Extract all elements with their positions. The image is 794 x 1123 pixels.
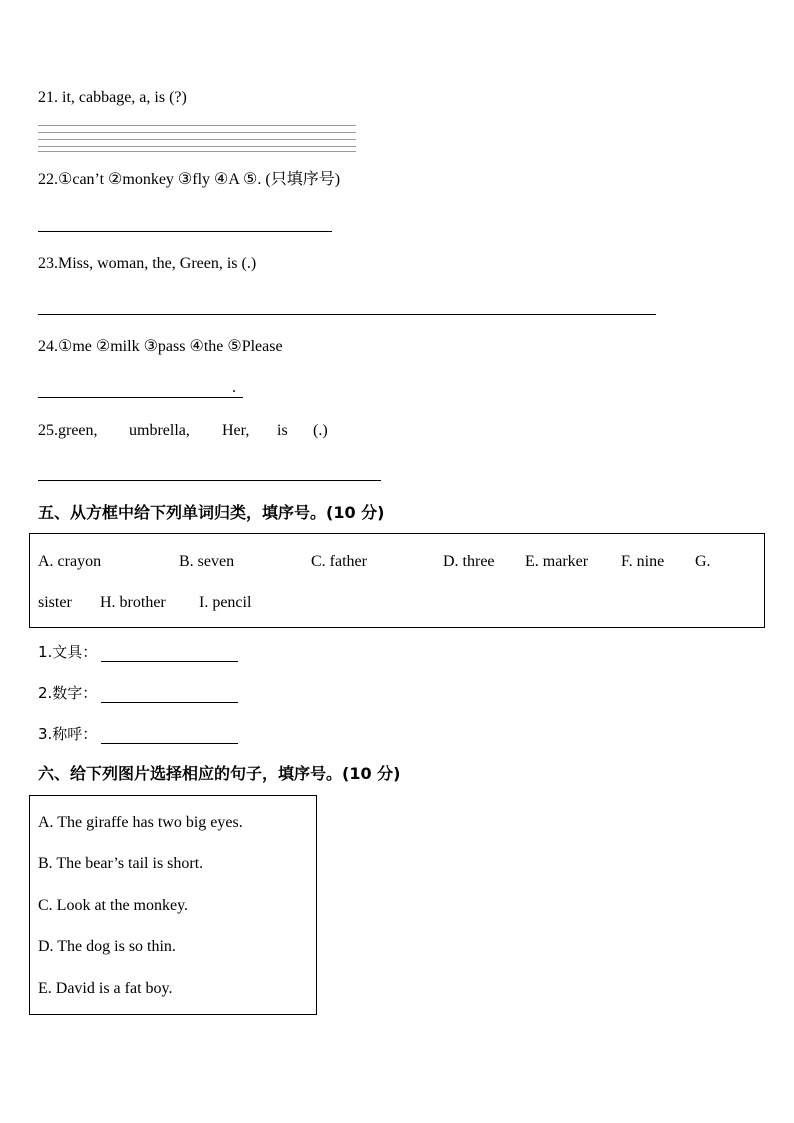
- writing-line[interactable]: [38, 125, 356, 126]
- sentence-item: D. The dog is so thin.: [38, 938, 176, 955]
- category-row-titles: [38, 723, 238, 744]
- writing-line: [38, 132, 356, 133]
- category-label: 1.文具：: [38, 643, 98, 661]
- word-item: C. father: [311, 553, 367, 570]
- sentence-item: B. The bear’s tail is short.: [38, 855, 204, 872]
- question-25-word-4: is: [277, 422, 288, 439]
- category-label: 3.称呼：: [38, 725, 98, 743]
- category-blank[interactable]: [101, 684, 238, 703]
- question-25-word-5: (.): [313, 422, 328, 439]
- sentence-item: E. David is a fat boy.: [38, 980, 173, 997]
- writing-line: [38, 151, 356, 152]
- category-label: 2.数字：: [38, 684, 98, 702]
- answer-period: .: [232, 379, 236, 396]
- writing-line: [38, 146, 356, 147]
- category-row-numbers: [38, 682, 238, 703]
- sentence-item: C. Look at the monkey.: [38, 897, 189, 914]
- answer-line-24[interactable]: [38, 397, 243, 398]
- category-blank[interactable]: [101, 725, 238, 744]
- category-row-stationery: [38, 641, 238, 662]
- word-item: H. brother: [100, 594, 166, 611]
- word-item: B. seven: [179, 553, 235, 570]
- answer-line-22[interactable]: [38, 231, 332, 232]
- word-item: I. pencil: [199, 594, 252, 611]
- section-6-heading: 六、给下列图片选择相应的句子，填序号。(10 分): [38, 764, 401, 783]
- question-25-word-3: Her,: [222, 422, 250, 439]
- question-25-word-1: 25.green,: [38, 422, 98, 439]
- word-item: G.: [695, 553, 711, 570]
- answer-line-25[interactable]: [38, 480, 381, 481]
- question-22: 22.①can’t ②monkey ③fly ④A ⑤. (只填序号): [38, 171, 341, 188]
- word-item: A. crayon: [38, 553, 102, 570]
- word-item: F. nine: [621, 553, 665, 570]
- writing-line: [38, 139, 356, 140]
- word-box: [29, 533, 765, 628]
- word-item: D. three: [443, 553, 495, 570]
- sentence-item: A. The giraffe has two big eyes.: [38, 814, 243, 831]
- answer-line-23[interactable]: [38, 314, 656, 315]
- sentence-box: [29, 795, 317, 1015]
- category-blank[interactable]: [101, 643, 238, 662]
- section-5-heading: 五、从方框中给下列单词归类，填序号。(10 分): [38, 503, 385, 522]
- word-item: E. marker: [525, 553, 589, 570]
- question-23: 23.Miss, woman, the, Green, is (.): [38, 255, 257, 272]
- question-24: 24.①me ②milk ③pass ④the ⑤Please: [38, 338, 283, 355]
- question-21: 21. it, cabbage, a, is (?): [38, 89, 187, 106]
- question-25-word-2: umbrella,: [129, 422, 190, 439]
- word-item: sister: [38, 594, 72, 611]
